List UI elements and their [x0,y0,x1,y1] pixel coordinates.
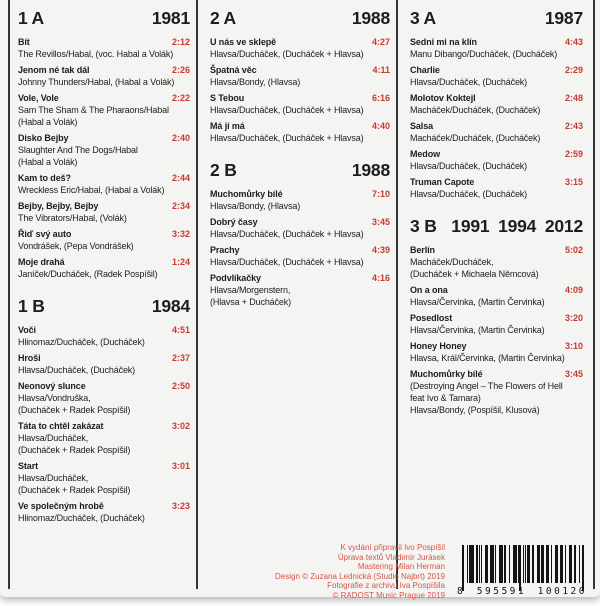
track-item [210,120,390,144]
track-time: 6:16 [371,93,390,103]
track-title-row [210,64,390,76]
track-credit: (Ducháček + Radek Pospíšil) [18,485,131,495]
track-time: 3:01 [171,461,190,471]
track-item [410,64,583,88]
track-item [210,216,390,240]
track-credit: Hlavsa/Ducháček, (Ducháček) [410,77,527,87]
track-time: 4:40 [371,121,390,131]
track-time: 3:10 [564,341,583,351]
track-item [18,324,190,348]
production-credit-line: © RADOST Music Prague 2019 [332,590,445,600]
track-item [410,312,583,336]
track-credit: Hlavsa/Vondruška, [18,393,91,403]
track-credit: Hlavsa/Morgenstern, [210,285,291,295]
track-credit: Hlavsa/Červinka, (Martin Červinka) [410,325,545,335]
track-title-row [410,120,583,132]
barcode-guard-left [462,545,464,591]
track-title: Start [18,461,39,471]
tracklist-column-1 [18,8,190,528]
track-item [18,352,190,376]
track-title-row [18,420,190,432]
track-item [18,200,190,224]
track-item [210,188,390,212]
production-credit-line: Design © Zuzana Lednická (Studio Najbrt) 2019 [275,571,445,581]
track-item [410,148,583,172]
track-title: Bejby, Bejby, Bejby [18,201,99,211]
track-credit: Sam The Sham & The Pharaons/Habal [18,105,169,115]
track-title: Honey Honey [410,341,467,351]
track-title-row [410,340,583,352]
track-title-row [210,120,390,132]
track-title-row [210,272,390,284]
track-time: 4:09 [564,285,583,295]
track-credit: Hlavsa, Král/Červinka, (Martin Červinka) [410,353,565,363]
track-time: 1:24 [171,257,190,267]
side-section-2B [210,160,390,308]
track-time: 5:02 [564,245,583,255]
track-title-row [410,64,583,76]
track-credit: (Ducháček + Radek Pospíšil) [18,405,131,415]
track-credit: Hlinomaz/Ducháček, (Ducháček) [18,513,145,523]
track-time: 2:44 [171,173,190,183]
track-title-row [18,228,190,240]
section-header [410,8,583,28]
track-credit: Macháček/Ducháček, [410,257,494,267]
track-credit: Hlavsa/Ducháček, [18,473,89,483]
track-title-row [210,216,390,228]
side-label: 3 B [410,216,437,236]
track-title-row [410,148,583,160]
track-credit: Hlavsa/Ducháček, (Ducháček + Hlavsa) [210,105,364,115]
track-item [410,284,583,308]
side-label: 1 B [18,296,45,316]
track-item [18,256,190,280]
track-time: 3:45 [371,217,390,227]
track-time: 3:02 [171,421,190,431]
track-title: Berlín [410,245,435,255]
track-time: 2:40 [171,133,190,143]
track-credit: The Vibrators/Habal, (Volák) [18,213,127,223]
section-header [18,8,190,28]
production-credit-line: K vydání připravil Ivo Pospíšil [340,543,445,552]
track-item [18,460,190,496]
tracklist-column-3 [410,8,583,420]
side-section-1B [18,296,190,524]
track-time: 2:43 [564,121,583,131]
track-title: Dobrý časy [210,217,258,227]
track-credit: (Hlavsa + Ducháček) [210,297,291,307]
track-time: 3:32 [171,229,190,239]
track-item [410,368,583,416]
track-item [18,64,190,88]
track-title-row [410,368,583,380]
track-item [210,36,390,60]
track-item [18,228,190,252]
track-time: 2:37 [171,353,190,363]
track-title: U nás ve sklepě [210,37,277,47]
track-credit: feat Ivo & Tamara) [410,393,481,403]
track-credit: Johnny Thunders/Habal, (Habal a Volák) [18,77,175,87]
tracklist-column-2 [210,8,390,312]
track-time: 2:12 [171,37,190,47]
track-time: 4:39 [371,245,390,255]
track-credit: (Ducháček + Michaela Němcová) [410,269,539,279]
track-credit: Hlavsa/Červinka, (Martin Červinka) [410,297,545,307]
track-title: Špatná věc [210,65,257,75]
track-title-row [18,132,190,144]
track-title: S Tebou [210,93,245,103]
track-time: 3:20 [564,313,583,323]
track-credit: Wreckless Eric/Habal, (Habal a Volák) [18,185,165,195]
track-title-row [18,256,190,268]
track-title: Salsa [410,121,434,131]
track-title-row [18,324,190,336]
track-title-row [210,92,390,104]
side-section-1A [18,8,190,280]
section-header [18,296,190,316]
track-title: Prachy [210,245,240,255]
track-title: Řiď svý auto [18,229,72,239]
track-title-row [18,64,190,76]
track-item [410,176,583,200]
track-title-row [18,352,190,364]
track-credit: (Destroying Angel – The Flowers of Hell [410,381,563,391]
track-credit: Hlavsa/Ducháček, (Ducháček + Hlavsa) [210,229,364,239]
track-time: 4:43 [564,37,583,47]
track-title-row [210,36,390,48]
track-title: Jenom né tak dál [18,65,90,75]
separator-line-col2-col3 [396,0,398,589]
side-years: 1988 [351,8,390,28]
track-time: 2:34 [171,201,190,211]
section-header [410,216,583,236]
side-label: 2 B [210,160,237,180]
track-title-row [210,244,390,256]
track-item [18,172,190,196]
side-years: 1991 1994 2012 [451,216,583,236]
track-credit: Hlavsa/Bondy, (Hlavsa) [210,77,301,87]
track-time: 4:27 [371,37,390,47]
side-label: 3 A [410,8,436,28]
production-credit-line: Fotografie z archivu Iva Pospíšila [327,581,445,590]
track-time: 2:29 [564,65,583,75]
track-title: Vole, Vole [18,93,59,103]
track-title: Ve společným hrobě [18,501,104,511]
track-credit: Janíček/Ducháček, (Radek Pospíšil) [18,269,158,279]
side-years: 1987 [544,8,583,28]
track-title-row [18,200,190,212]
track-credit: Slaughter And The Dogs/Habal [18,145,138,155]
track-item [18,36,190,60]
section-header [210,8,390,28]
track-credit: Macháček/Ducháček, (Ducháček) [410,105,541,115]
track-title-row [410,244,583,256]
track-title: Kam to deš? [18,173,71,183]
track-title: Muchomůrky bílé [410,369,483,379]
track-credit: Hlavsa/Ducháček, (Ducháček + Hlavsa) [210,257,364,267]
track-time: 2:48 [564,93,583,103]
track-title-row [410,312,583,324]
separator-line-right [593,0,595,589]
track-time: 3:45 [564,369,583,379]
barcode-guard-right [582,545,584,591]
track-item [210,272,390,308]
track-credit: Hlavsa/Ducháček, (Ducháček) [410,161,527,171]
track-credit: Hlinomaz/Ducháček, (Ducháček) [18,337,145,347]
track-credit: Macháček/Ducháček, (Ducháček) [410,133,541,143]
track-title-row [410,92,583,104]
track-credit: Vondrášek, (Pepa Vondrášek) [18,241,134,251]
track-item [210,64,390,88]
track-item [18,500,190,524]
track-item [18,420,190,456]
track-time: 2:22 [171,93,190,103]
side-years: 1984 [151,296,190,316]
track-credit: (Habal a Volák) [18,157,78,167]
track-title: Neonový slunce [18,381,86,391]
barcode-digit-group1: 595591 [476,586,527,597]
side-section-3B [410,216,583,416]
track-title: Molotov Koktejl [410,93,476,103]
barcode-digit-group2: 100120 [537,586,587,597]
track-title: Posedlost [410,313,453,323]
track-title: Táta to chtěl zakázat [18,421,104,431]
track-title-row [210,188,390,200]
side-label: 2 A [210,8,236,28]
track-item [18,92,190,128]
production-credit-line: Mastering Milan Herman [357,562,445,571]
side-label: 1 A [18,8,44,28]
track-credit: (Ducháček + Radek Pospíšil) [18,445,131,455]
track-time: 2:26 [171,65,190,75]
track-title-row [410,284,583,296]
track-item [410,244,583,280]
side-years: 1981 [151,8,190,28]
track-title-row [18,380,190,392]
track-credit: Hlavsa/Bondy, (Pospíšil, Klusová) [410,405,540,415]
barcode-guard-middle [519,545,521,591]
track-title: Moje drahá [18,257,65,267]
track-item [410,120,583,144]
track-title: Bít [18,37,30,47]
track-title: Charlie [410,65,440,75]
track-time: 4:11 [372,65,390,75]
track-title: On a ona [410,285,448,295]
track-title: Muchomůrky bílé [210,189,283,199]
track-credit: Hlavsa/Ducháček, (Ducháček) [18,365,135,375]
track-item [410,36,583,60]
track-title: Medow [410,149,440,159]
track-credit: Hlavsa/Ducháček, (Ducháček + Hlavsa) [210,49,364,59]
track-credit: (Habal a Volák) [18,117,78,127]
track-title: Disko Bejby [18,133,69,143]
track-title-row [410,176,583,188]
track-title: Truman Capote [410,177,475,187]
track-credit: Hlavsa/Ducháček, [18,433,89,443]
track-title: Sedni mi na klín [410,37,477,47]
track-time: 4:51 [171,325,190,335]
barcode-digits [456,586,587,598]
track-title: Podvlíkačky [210,273,261,283]
separator-line-col1-col2 [196,0,198,589]
track-item [210,92,390,116]
track-time: 3:15 [564,177,583,187]
side-section-2A [210,8,390,144]
track-title-row [410,36,583,48]
track-title-row [18,92,190,104]
barcode-bars [462,545,584,583]
barcode [456,545,587,598]
side-section-3A [410,8,583,200]
production-credit-line: Úprava textů Vladimír Jurásek [337,552,445,562]
track-time: 4:16 [371,273,390,283]
track-item [18,380,190,416]
track-item [410,340,583,364]
track-title: Hroši [18,353,41,363]
track-item [18,132,190,168]
section-header [210,160,390,180]
track-item [210,244,390,268]
track-credit: The Revillos/Habal, (voc. Habal a Volák) [18,49,174,59]
separator-line-left [8,0,10,589]
track-title-row [18,172,190,184]
track-time: 2:59 [564,149,583,159]
track-title: Voči [18,325,36,335]
track-title-row [18,460,190,472]
track-time: 2:50 [171,381,190,391]
track-credit: Hlavsa/Ducháček, (Ducháček + Hlavsa) [210,133,364,143]
track-time: 7:10 [371,189,390,199]
track-time: 3:23 [171,501,190,511]
track-title-row [18,36,190,48]
track-credit: Hlavsa/Bondy, (Hlavsa) [210,201,301,211]
production-credits [215,543,445,600]
track-credit: Manu Dibango/Ducháček, (Ducháček) [410,49,558,59]
side-years: 1988 [351,160,390,180]
barcode-digit-lead: 8 [457,586,466,597]
track-item [410,92,583,116]
track-title: Má jí má [210,121,245,131]
track-credit: Hlavsa/Ducháček, (Ducháček) [410,189,527,199]
track-title-row [18,500,190,512]
